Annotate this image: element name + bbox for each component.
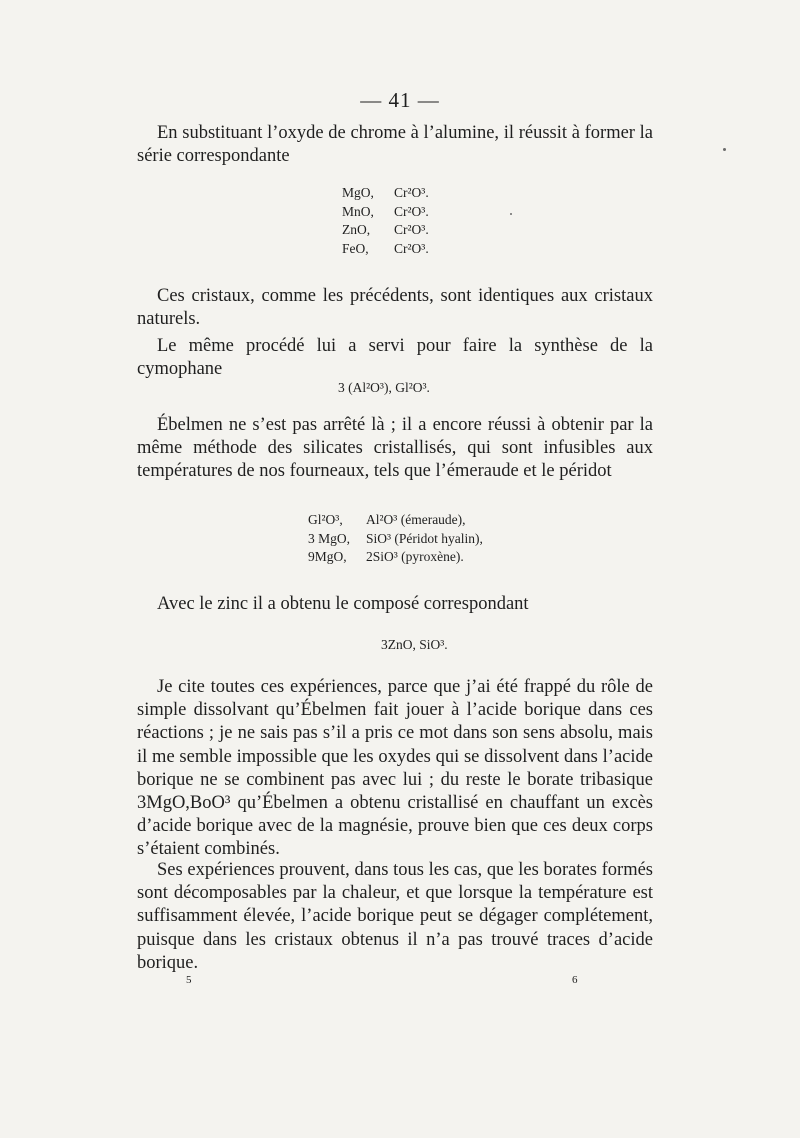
formula-row [308, 548, 483, 567]
zinc-paragraph: Avec le zinc il a obtenu le composé correspondant [157, 594, 529, 614]
formula-base: Gl²O³, [308, 512, 343, 527]
formula-row [342, 184, 429, 203]
formula-oxide: MgO, [342, 185, 374, 200]
formula-row [342, 240, 429, 259]
formula-chromite: Cr²O³. [394, 240, 429, 256]
intro-paragraph: En substituant l’oxyde de chrome à l’alumine, il réussit à former la série correspondante [137, 123, 653, 167]
signature-mark-left: 5 [186, 974, 192, 986]
formula-silicate: Al²O³ (émeraude), [366, 512, 466, 527]
formula-base: 3 MgO, [308, 530, 351, 546]
formula-oxide: ZnO, [342, 222, 371, 237]
formula-base: 9MgO, [308, 549, 347, 564]
cymophane-paragraph: Le même procédé lui a servi pour faire la synthèse de la cymophane [137, 336, 653, 380]
zinc-formula: 3ZnO, SiO³. [381, 637, 448, 652]
silicate-series-formulas [308, 511, 483, 567]
cymophane-formula: 3 (Al²O³), Gl²O³. [338, 380, 430, 395]
paper-speck [723, 148, 726, 151]
formula-silicate: 2SiO³ (pyroxène). [366, 549, 464, 564]
formula-row [308, 511, 483, 530]
silicates-paragraph: Ébelmen ne s’est pas arrêté là ; il a encore réussi à obtenir par la même méthode des silicates cristallisés, qui sont infusibles aux températures de nos fourneaux, tels que l’émeraude et le péridot [137, 415, 653, 482]
signature-mark-right: 6 [572, 974, 578, 986]
formula-row [308, 530, 483, 549]
cite-paragraph: Je cite toutes ces expériences, parce que j’ai été frappé du rôle de simple dissolvant qu’Ébelmen fait jouer à l’acide borique dans ces réactions ; je ne sais pas s’il a pris ce mot dans son sens absolu, mais il me semble impossible que les oxydes qui se dissolvent dans l’acide borique ne se combinent pas avec lui ; du reste le borate tribasique 3MgO,BoO³ qu’Ébelmen a obtenu cristallisé en chauffant un excès d’acide borique avec de la magnésie, prouve bien que ces deux corps s’étaient combinés. [137, 677, 653, 860]
formula-oxide: FeO, [342, 240, 369, 256]
formula-row [342, 203, 429, 222]
experiences-paragraph: Ses expériences prouvent, dans tous les cas, que les borates formés sont décomposables par la chaleur, et que lorsque la température est suffisamment élevée, l’acide borique peut se dégager complétement, puisque dans les cristaux obtenus il n’a pas trouvé traces d’acide borique. [137, 860, 653, 973]
page-number: — 41 — [360, 88, 440, 112]
paper-speck [510, 213, 512, 215]
formula-oxide: MnO, [342, 203, 374, 219]
formula-chromite: Cr²O³. [394, 203, 429, 219]
cristaux-paragraph: Ces cristaux, comme les précédents, sont identiques aux cristaux naturels. [137, 286, 653, 330]
formula-chromite: Cr²O³. [394, 185, 429, 200]
formula-chromite: Cr²O³. [394, 222, 429, 237]
formula-row [342, 221, 429, 240]
formula-silicate: SiO³ (Péridot hyalin), [366, 530, 483, 546]
chrome-series-formulas [342, 184, 429, 258]
